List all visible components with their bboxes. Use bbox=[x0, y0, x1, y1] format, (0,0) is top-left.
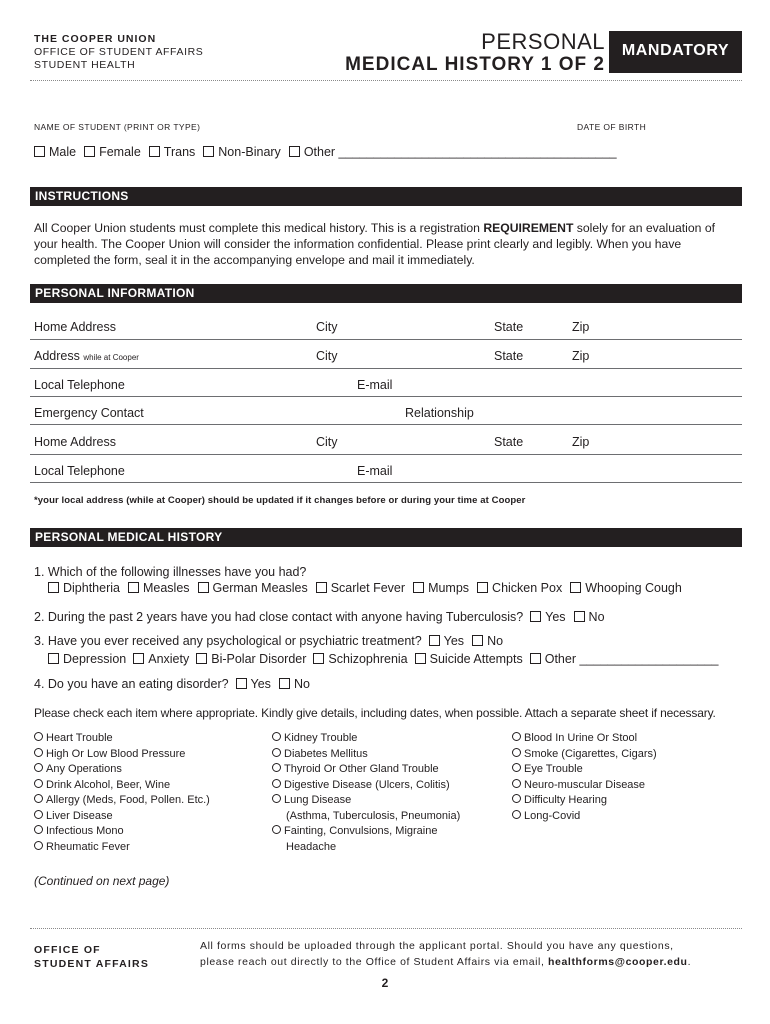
form-title bbox=[345, 30, 605, 76]
home-address-label: Home Address bbox=[34, 320, 116, 334]
checkbox-option[interactable] bbox=[128, 581, 190, 595]
checkbox-option[interactable] bbox=[472, 634, 503, 648]
condition-label: Eye Trouble bbox=[524, 763, 583, 775]
relationship-label: Relationship bbox=[405, 406, 474, 420]
condition-item[interactable] bbox=[272, 731, 460, 747]
checkbox-icon[interactable] bbox=[316, 582, 327, 593]
footer-divider bbox=[30, 928, 742, 929]
condition-label: Difficulty Hearing bbox=[524, 794, 607, 806]
field-line bbox=[30, 339, 742, 340]
footer-message-line2-text: please reach out directly to the Office of Student Affairs via email, bbox=[200, 956, 549, 968]
email-label: E-mail bbox=[357, 464, 393, 478]
field-line bbox=[30, 424, 742, 425]
radio-circle-icon[interactable] bbox=[512, 810, 521, 819]
condition-label: Drink Alcohol, Beer, Wine bbox=[46, 778, 171, 791]
radio-circle-icon[interactable] bbox=[34, 825, 43, 834]
condition-label: Headache bbox=[286, 840, 337, 853]
address-update-note: *your local address (while at Cooper) should be updated if it changes before or during your time at Cooper bbox=[34, 495, 526, 506]
question-3 bbox=[34, 634, 511, 648]
conditions-column-3 bbox=[512, 731, 657, 824]
radio-circle-icon[interactable] bbox=[272, 748, 281, 757]
instructions-text bbox=[34, 220, 734, 268]
condition-item[interactable] bbox=[34, 747, 210, 763]
condition-label: Any Operations bbox=[46, 763, 122, 775]
footer-message bbox=[200, 938, 691, 970]
checkbox-label: Whooping Cough bbox=[585, 581, 682, 595]
condition-item[interactable] bbox=[512, 778, 657, 794]
condition-label: Lung Disease bbox=[284, 794, 352, 806]
checkbox-label: Depression bbox=[63, 652, 127, 666]
condition-label: Allergy (Meds, Food, Pollen. Etc.) bbox=[46, 794, 210, 806]
office-name: OFFICE OF STUDENT AFFAIRS bbox=[34, 46, 204, 58]
zip-label: Zip bbox=[572, 435, 590, 449]
radio-circle-icon[interactable] bbox=[512, 779, 521, 788]
conditions-column-2 bbox=[272, 731, 460, 855]
checkbox-option[interactable] bbox=[48, 581, 120, 595]
checkbox-label: Yes bbox=[443, 634, 465, 648]
checkbox-icon[interactable] bbox=[133, 653, 144, 664]
question-2 bbox=[34, 610, 613, 624]
check-instructions: Please check each item where appropriate. Kindly give details, including dates, when possible. Attach a separate sheet if necessary. bbox=[34, 706, 716, 720]
title-line2: MEDICAL HISTORY 1 OF 2 bbox=[345, 54, 605, 75]
condition-item[interactable] bbox=[272, 824, 460, 840]
condition-label: High Or Low Blood Pressure bbox=[46, 747, 186, 760]
checkbox-label: Bi-Polar Disorder bbox=[211, 652, 307, 666]
checkbox-icon[interactable] bbox=[236, 678, 247, 689]
checkbox-label: Other ____________________ bbox=[544, 652, 719, 666]
radio-circle-icon[interactable] bbox=[34, 810, 43, 819]
checkbox-icon[interactable] bbox=[198, 582, 209, 593]
checkbox-option[interactable] bbox=[48, 652, 126, 666]
condition-item[interactable] bbox=[34, 840, 210, 856]
checkbox-option[interactable] bbox=[196, 652, 306, 666]
instructions-text-part1: All Cooper Union students must complete this medical history. This is a registration bbox=[34, 221, 484, 235]
question-4 bbox=[34, 677, 318, 691]
state-label: State bbox=[494, 320, 524, 334]
instructions-text-part2: solely for an evaluation of your health. The Cooper Union will consider the information confidential. Please print clearly and legibly. When you have completed the form, seal it in the accompanying envelope and mail it immediately. bbox=[34, 221, 715, 267]
condition-item[interactable] bbox=[272, 778, 460, 794]
zip-label: Zip bbox=[572, 349, 590, 363]
footer-message-line2 bbox=[200, 954, 691, 970]
condition-item[interactable] bbox=[512, 809, 657, 825]
gender-options bbox=[34, 145, 625, 159]
footer-office bbox=[34, 943, 149, 971]
requirement-emphasis: REQUIREMENT bbox=[483, 221, 574, 235]
checkbox-label: No bbox=[487, 634, 504, 648]
checkbox-option[interactable] bbox=[279, 677, 310, 691]
condition-label: Neuro-muscular Disease bbox=[524, 778, 646, 791]
checkbox-option[interactable] bbox=[574, 610, 605, 624]
checkbox-option[interactable] bbox=[530, 610, 565, 624]
checkbox-label: No bbox=[588, 610, 605, 624]
condition-item[interactable] bbox=[512, 731, 657, 747]
q2-text: 2. During the past 2 years have you had close contact with anyone having Tuberculosis? bbox=[34, 610, 524, 624]
condition-item[interactable] bbox=[34, 793, 210, 809]
checkbox-option[interactable] bbox=[570, 581, 682, 595]
checkbox-icon[interactable] bbox=[415, 653, 426, 664]
radio-circle-icon[interactable] bbox=[272, 825, 281, 834]
checkbox-icon[interactable] bbox=[313, 653, 324, 664]
checkbox-option[interactable] bbox=[530, 652, 719, 666]
radio-circle-icon[interactable] bbox=[34, 732, 43, 741]
dob-label: DATE OF BIRTH bbox=[577, 122, 647, 132]
condition-label: (Asthma, Tuberculosis, Pneumonia) bbox=[286, 809, 461, 822]
checkbox-label: Male bbox=[49, 145, 77, 159]
medical-history-heading: PERSONAL MEDICAL HISTORY bbox=[30, 528, 742, 547]
q1-options bbox=[48, 581, 690, 595]
checkbox-option[interactable] bbox=[236, 677, 271, 691]
q4-text: 4. Do you have an eating disorder? bbox=[34, 677, 229, 691]
checkbox-icon[interactable] bbox=[413, 582, 424, 593]
dept-name: STUDENT HEALTH bbox=[34, 59, 136, 71]
radio-circle-icon[interactable] bbox=[34, 779, 43, 788]
condition-item[interactable] bbox=[512, 747, 657, 763]
checkbox-icon[interactable] bbox=[34, 146, 45, 157]
footer-office-line1: OFFICE OF bbox=[34, 944, 101, 956]
org-name: THE COOPER UNION bbox=[34, 33, 157, 45]
condition-item[interactable] bbox=[512, 762, 657, 778]
checkbox-label: Non-Binary bbox=[218, 145, 281, 159]
checkbox-icon[interactable] bbox=[48, 653, 59, 664]
instructions-heading: INSTRUCTIONS bbox=[30, 187, 742, 206]
footer-office-line2: STUDENT AFFAIRS bbox=[34, 958, 150, 970]
condition-item[interactable] bbox=[272, 840, 460, 856]
checkbox-option[interactable] bbox=[203, 145, 281, 159]
radio-circle-icon[interactable] bbox=[34, 763, 43, 772]
state-label: State bbox=[494, 435, 524, 449]
condition-item[interactable] bbox=[34, 762, 210, 778]
checkbox-icon[interactable] bbox=[279, 678, 290, 689]
checkbox-label: Suicide Attempts bbox=[429, 652, 523, 666]
checkbox-label: Schizophrenia bbox=[328, 652, 408, 666]
condition-item[interactable] bbox=[272, 793, 460, 809]
radio-circle-icon[interactable] bbox=[272, 794, 281, 803]
checkbox-option[interactable] bbox=[149, 145, 196, 159]
field-line bbox=[30, 396, 742, 397]
checkbox-option[interactable] bbox=[413, 581, 469, 595]
zip-label: Zip bbox=[572, 320, 590, 334]
checkbox-icon[interactable] bbox=[149, 146, 160, 157]
checkbox-label: Diphtheria bbox=[63, 581, 120, 595]
q3-options bbox=[429, 634, 511, 648]
condition-label: Fainting, Convulsions, Migraine bbox=[284, 825, 438, 837]
city-label: City bbox=[316, 349, 338, 363]
q4-options bbox=[236, 677, 318, 691]
checkbox-icon[interactable] bbox=[289, 146, 300, 157]
condition-label: Digestive Disease (Ulcers, Colitis) bbox=[284, 778, 450, 791]
checkbox-option[interactable] bbox=[34, 145, 76, 159]
checkbox-option[interactable] bbox=[289, 145, 617, 159]
cooper-address-qualifier: while at Cooper bbox=[83, 353, 139, 362]
cooper-address-text: Address bbox=[34, 349, 80, 363]
local-telephone-label: Local Telephone bbox=[34, 378, 125, 392]
checkbox-label: Yes bbox=[545, 610, 566, 624]
footer-message-line1: All forms should be uploaded through the applicant portal. Should you have any questions, bbox=[200, 940, 674, 952]
condition-label: Heart Trouble bbox=[46, 732, 113, 744]
contact-email-link[interactable]: healthforms@cooper.edu bbox=[548, 956, 688, 968]
cooper-address-label bbox=[34, 349, 139, 363]
condition-item[interactable] bbox=[272, 762, 460, 778]
condition-item[interactable] bbox=[34, 731, 210, 747]
condition-label: Diabetes Mellitus bbox=[284, 747, 368, 760]
checkbox-label: Measles bbox=[142, 581, 190, 595]
checkbox-option[interactable] bbox=[84, 145, 141, 159]
q3-text: 3. Have you ever received any psychological or psychiatric treatment? bbox=[34, 634, 422, 648]
checkbox-option[interactable] bbox=[198, 581, 308, 595]
checkbox-icon[interactable] bbox=[530, 653, 541, 664]
emergency-contact-label: Emergency Contact bbox=[34, 406, 144, 420]
field-line bbox=[30, 454, 742, 455]
checkbox-label: Mumps bbox=[428, 581, 470, 595]
condition-item[interactable] bbox=[272, 809, 460, 825]
checkbox-label: Trans bbox=[163, 145, 196, 159]
field-line bbox=[30, 368, 742, 369]
condition-item[interactable] bbox=[34, 809, 210, 825]
student-name-label: NAME OF STUDENT (PRINT OR TYPE) bbox=[34, 122, 201, 132]
checkbox-option[interactable] bbox=[429, 634, 464, 648]
conditions-column-1 bbox=[34, 731, 210, 855]
condition-label: Infectious Mono bbox=[46, 825, 124, 837]
checkbox-icon[interactable] bbox=[574, 611, 585, 622]
q2-options bbox=[530, 610, 612, 624]
condition-label: Kidney Trouble bbox=[284, 732, 358, 744]
checkbox-icon[interactable] bbox=[530, 611, 541, 622]
checkbox-icon[interactable] bbox=[429, 635, 440, 646]
radio-circle-icon[interactable] bbox=[34, 748, 43, 757]
checkbox-icon[interactable] bbox=[84, 146, 95, 157]
email-label: E-mail bbox=[357, 378, 393, 392]
radio-circle-icon[interactable] bbox=[512, 732, 521, 741]
personal-info-heading: PERSONAL INFORMATION bbox=[30, 284, 742, 303]
mandatory-badge: MANDATORY bbox=[609, 31, 742, 73]
radio-circle-icon[interactable] bbox=[512, 763, 521, 772]
checkbox-option[interactable] bbox=[415, 652, 523, 666]
continued-note: (Continued on next page) bbox=[34, 874, 170, 888]
condition-item[interactable] bbox=[272, 747, 460, 763]
q3-sub-options bbox=[48, 652, 726, 666]
checkbox-label: No bbox=[293, 677, 310, 691]
title-line1: PERSONAL bbox=[481, 29, 605, 54]
footer-message-end: . bbox=[687, 956, 692, 968]
checkbox-option[interactable] bbox=[477, 581, 562, 595]
radio-circle-icon[interactable] bbox=[272, 732, 281, 741]
checkbox-label: Chicken Pox bbox=[492, 581, 563, 595]
state-label: State bbox=[494, 349, 524, 363]
condition-label: Blood In Urine Or Stool bbox=[524, 732, 638, 744]
city-label: City bbox=[316, 435, 338, 449]
checkbox-icon[interactable] bbox=[203, 146, 214, 157]
condition-label: Smoke (Cigarettes, Cigars) bbox=[524, 747, 657, 760]
home-address-label: Home Address bbox=[34, 435, 116, 449]
office-header bbox=[34, 33, 203, 72]
condition-item[interactable] bbox=[34, 824, 210, 840]
checkbox-label: Anxiety bbox=[148, 652, 190, 666]
checkbox-option[interactable] bbox=[133, 652, 189, 666]
header-divider bbox=[30, 80, 742, 81]
field-line bbox=[30, 482, 742, 483]
checkbox-icon[interactable] bbox=[472, 635, 483, 646]
checkbox-option[interactable] bbox=[316, 581, 405, 595]
checkbox-label: Other ________________________________________ bbox=[303, 145, 617, 159]
radio-circle-icon[interactable] bbox=[512, 794, 521, 803]
checkbox-option[interactable] bbox=[313, 652, 407, 666]
radio-circle-icon[interactable] bbox=[34, 841, 43, 850]
checkbox-label: Female bbox=[99, 145, 141, 159]
condition-label: Liver Disease bbox=[46, 809, 113, 822]
radio-circle-icon[interactable] bbox=[272, 779, 281, 788]
local-telephone-label: Local Telephone bbox=[34, 464, 125, 478]
radio-circle-icon[interactable] bbox=[512, 748, 521, 757]
condition-item[interactable] bbox=[512, 793, 657, 809]
city-label: City bbox=[316, 320, 338, 334]
checkbox-icon[interactable] bbox=[196, 653, 207, 664]
radio-circle-icon[interactable] bbox=[34, 794, 43, 803]
radio-circle-icon[interactable] bbox=[272, 763, 281, 772]
condition-label: Rheumatic Fever bbox=[46, 840, 130, 853]
page-number: 2 bbox=[381, 976, 389, 990]
question-1: 1. Which of the following illnesses have you had? bbox=[34, 565, 307, 579]
checkbox-icon[interactable] bbox=[48, 582, 59, 593]
condition-label: Long-Covid bbox=[524, 809, 581, 822]
checkbox-icon[interactable] bbox=[128, 582, 139, 593]
checkbox-label: Scarlet Fever bbox=[330, 581, 406, 595]
checkbox-label: German Measles bbox=[212, 581, 308, 595]
checkbox-icon[interactable] bbox=[570, 582, 581, 593]
condition-item[interactable] bbox=[34, 778, 210, 794]
condition-label: Thyroid Or Other Gland Trouble bbox=[284, 763, 439, 775]
checkbox-icon[interactable] bbox=[477, 582, 488, 593]
checkbox-label: Yes bbox=[250, 677, 271, 691]
